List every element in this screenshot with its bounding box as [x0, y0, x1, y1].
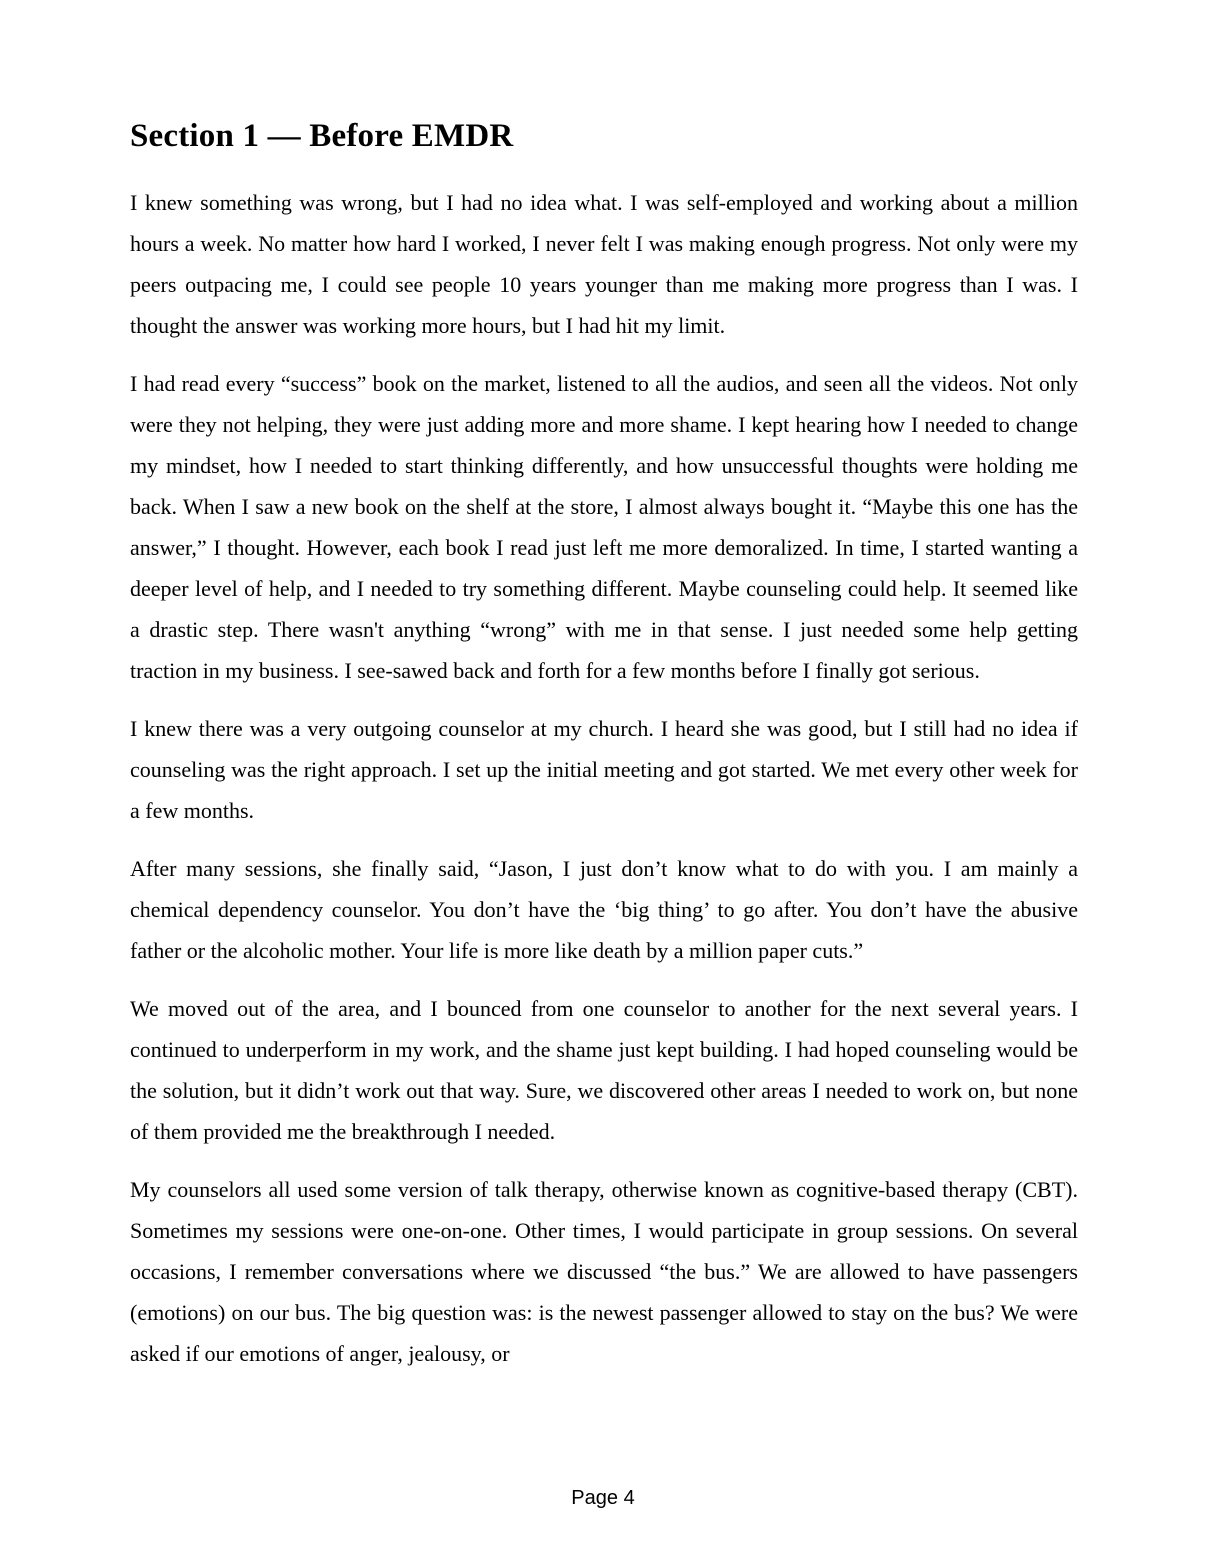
- paragraph-4: After many sessions, she finally said, “Jason, I just don’t know what to do with you. I am mainly a chemical dependency counselor. You don’t have the ‘big thing’ to go after. You don’t have the abusive father or the alcoholic mother. Your life is more like death by a million paper cuts.”: [130, 855, 1078, 963]
- paragraph-6: My counselors all used some version of talk therapy, otherwise known as cognitive-based therapy (CBT). Sometimes my sessions were one-on-one. Other times, I would participate in group sessions. On several occasions, I remember conversations where we discussed “the bus.” We are allowed to have passengers (emotions) on our bus. The big question was: is the newest passenger allowed to stay on the bus? We were asked if our emotions of anger, jealousy, or: [130, 1176, 1078, 1366]
- page-number: Page 4: [571, 1487, 635, 1509]
- paragraph-5: We moved out of the area, and I bounced from one counselor to another for the next several years. I continued to underperform in my work, and the shame just kept building. I had hoped counseling would be the solution, but it didn’t work out that way. Sure, we discovered other areas I needed to work on, but none of them provided me the breakthrough I needed.: [130, 995, 1078, 1144]
- section-heading: Section 1 — Before EMDR: [130, 118, 514, 154]
- paragraph-1: I knew something was wrong, but I had no idea what. I was self-employed and working about a million hours a week. No matter how hard I worked, I never felt I was making enough progress. Not only were my peers outpacing me, I could see people 10 years younger than me making more progress than I was. I thought the answer was working more hours, but I had hit my limit.: [130, 189, 1078, 338]
- paragraph-2: I had read every “success” book on the market, listened to all the audios, and seen all the videos. Not only were they not helping, they were just adding more and more shame. I kept hearing how I needed to change my mindset, how I needed to start thinking differently, and how unsuccessful thoughts were holding me back. When I saw a new book on the shelf at the store, I almost always bought it. “Maybe this one has the answer,” I thought. However, each book I read just left me more demoralized. In time, I started wanting a deeper level of help, and I needed to try something different. Maybe counseling could help. It seemed like a drastic step. There wasn't anything “wrong” with me in that sense. I just needed some help getting traction in my business. I see-sawed back and forth for a few months before I finally got serious.: [130, 370, 1078, 683]
- paragraph-3: I knew there was a very outgoing counselor at my church. I heard she was good, but I still had no idea if counseling was the right approach. I set up the initial meeting and got started. We met every other week for a few months.: [130, 715, 1078, 823]
